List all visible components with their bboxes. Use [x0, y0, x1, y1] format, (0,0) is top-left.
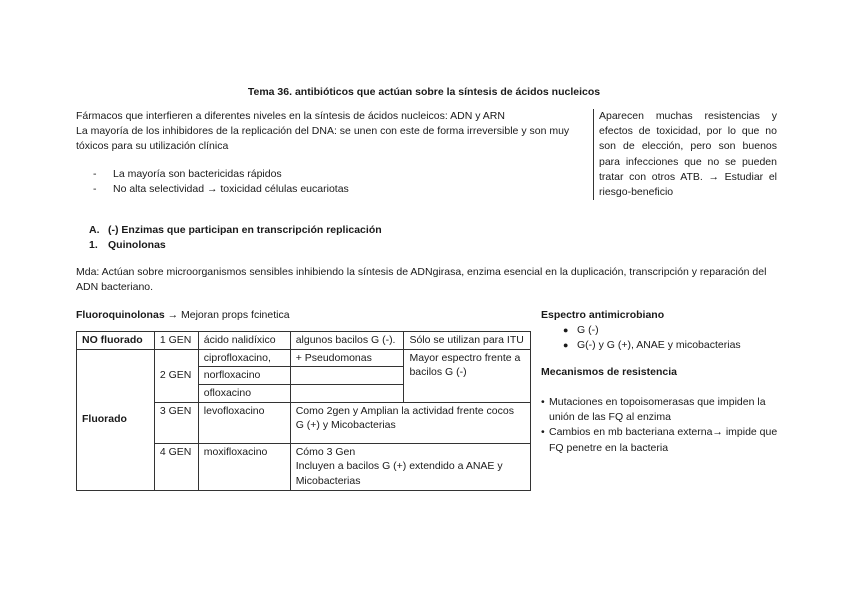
- section-headings: [89, 223, 382, 253]
- table-row: [77, 332, 531, 350]
- cell-empty: [290, 385, 404, 403]
- cell-moxiflox: moxifloxacino: [198, 443, 290, 490]
- right-column: [541, 308, 781, 456]
- cell-mayor-espectro: Mayor espectro frente a bacilos G (-): [404, 349, 531, 402]
- espectro-list: [541, 323, 781, 353]
- cell-cipro: ciprofloxacino,: [198, 349, 290, 367]
- list-item: • Mutaciones en topoisomerasas que impiden la unión de las FQ al enzima: [541, 395, 766, 424]
- list-item: • Cambios en mb bacteriana externa→ impide que FQ penetre en la bacteria: [541, 426, 778, 454]
- table-row: [77, 349, 531, 367]
- list-item: - No alta selectividad → toxicidad células eucariotas: [93, 182, 349, 195]
- cell-gen4: 4 GEN: [154, 443, 198, 490]
- heading-a: A. (-) Enzimas que participan en transcripción replicación: [89, 224, 382, 236]
- list-item: ● G (-): [563, 324, 599, 337]
- mecanismos-list: [541, 395, 781, 456]
- cell-empty: [290, 367, 404, 385]
- cell-levoflox: levofloxacino: [198, 402, 290, 443]
- mechanism-paragraph: Mda: Actúan sobre microorganismos sensibles inhibiendo la síntesis de ADNgirasa, enzima esencial en la duplicación, transcripción y reparación del ADN bacteriano.: [76, 266, 767, 294]
- intro-line-1: Fármacos que interfieren a diferentes niveles en la síntesis de ácidos nucleicos: ADN y ARN: [76, 110, 505, 122]
- intro-block: [76, 109, 588, 197]
- bullet-icon: •: [541, 395, 545, 408]
- cell-no-fluorado: NO fluorado: [77, 332, 155, 350]
- cell-fluorado: Fluorado: [77, 349, 155, 490]
- heading-1: 1. Quinolonas: [89, 239, 166, 252]
- bullet-icon: ●: [563, 340, 569, 351]
- cell-gen3: 3 GEN: [154, 402, 198, 443]
- page-title: Tema 36. antibióticos que actúan sobre la síntesis de ácidos nucleicos: [247, 86, 601, 98]
- cell-solo-itu: Sólo se utilizan para ITU: [404, 332, 531, 350]
- intro-line-2: La mayoría de los inhibidores de la replicación del DNA: se unen con este de forma irreversible y son muy tóxicos para su utilización clínica: [76, 125, 570, 153]
- list-item: ● G(-) y G (+), ANAE y micobacterias: [563, 339, 741, 352]
- side-note: Aparecen muchas resistencias y efectos de toxicidad, por lo que no son de elección, pero son buenos para infecciones que no se pueden tratar con otros ATB. → Estudiar el riesgo-beneficio: [593, 109, 777, 200]
- cell-como3: Cómo 3 Gen Incluyen a bacilos G (+) extendido a ANAE y Micobacterias: [290, 443, 530, 490]
- bullet-icon: ●: [563, 325, 569, 336]
- espectro-heading: Espectro antimicrobiano: [541, 309, 665, 321]
- cell-oflox: ofloxacino: [198, 385, 290, 403]
- cell-gen2: 2 GEN: [154, 349, 198, 402]
- cell-acido: ácido nalidíxico: [198, 332, 290, 350]
- cell-como2: Como 2gen y Amplian la actividad frente cocos G (+) y Micobacterias: [290, 402, 530, 443]
- cell-norflox: norfloxacino: [198, 367, 290, 385]
- cell-gen1: 1 GEN: [154, 332, 198, 350]
- fluoroquinolonas-heading: Fluoroquinolonas → Mejoran props fcinetica: [76, 309, 290, 321]
- mecanismos-heading: Mecanismos de resistencia: [541, 365, 677, 378]
- cell-algunos: algunos bacilos G (-).: [290, 332, 404, 350]
- list-item: - La mayoría son bactericidas rápidos: [93, 167, 282, 180]
- intro-bullet-list: [76, 167, 588, 197]
- bullet-icon: •: [541, 426, 545, 439]
- cell-pseudomonas: + Pseudomonas: [290, 349, 404, 367]
- quinolones-table: [76, 331, 531, 491]
